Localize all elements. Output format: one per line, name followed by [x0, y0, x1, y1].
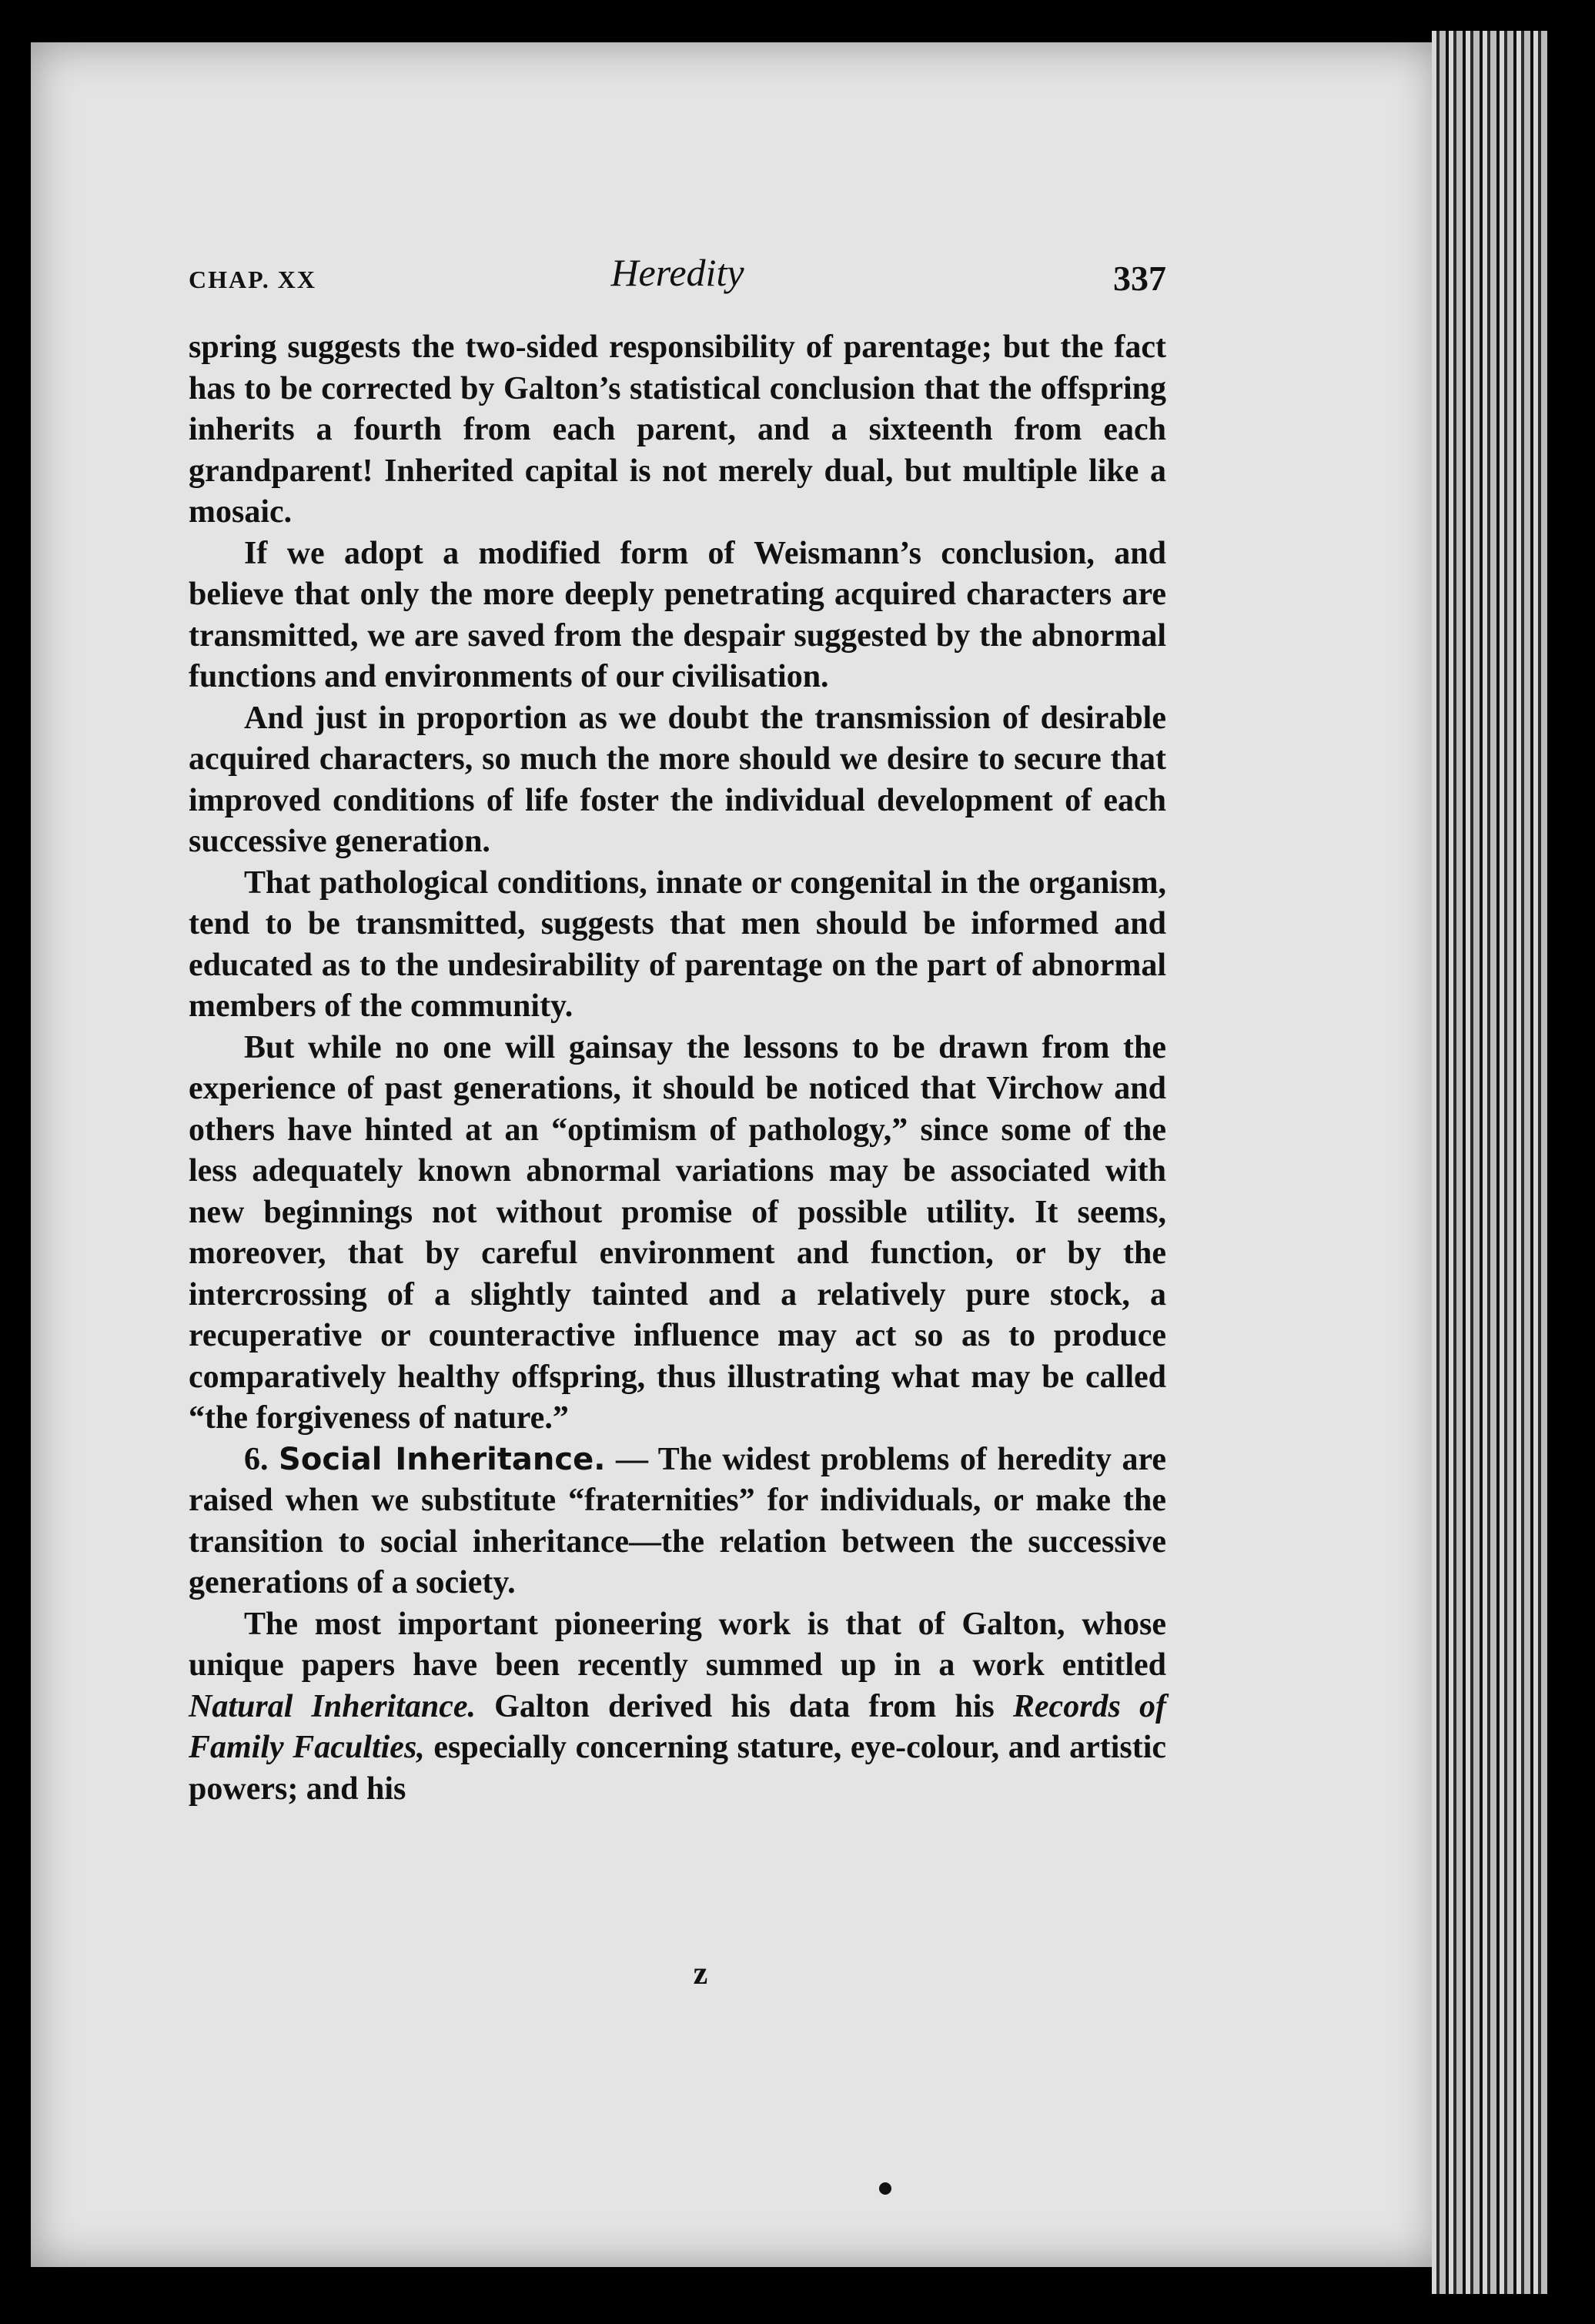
text-run: especially concerning stature, eye-colour, and artistic powers; and his — [189, 1730, 1167, 1807]
paragraph: spring suggests the two-sided responsibility of parentage; but the fact has to be corrected by Galton’s statistical conclusion that the offspring inherits a fourth from each parent, and a sixteenth from each grandparent! Inherited capital is not merely dual, but multiple like a mosaic. — [189, 329, 1166, 530]
paragraph — [189, 1604, 1166, 1811]
text-run: Galton derived his data from his — [476, 1688, 1013, 1724]
body-text — [189, 327, 1166, 1810]
running-title: Heredity — [610, 251, 744, 294]
section-paragraph — [189, 1440, 1166, 1604]
page-number: 337 — [1113, 259, 1166, 298]
paragraph: But while no one will gainsay the lessons to be drawn from the experience of past generations, it should be noticed that Virchow and others have hinted at an “optimism of pathology,” since some of the less adequately known abnormal variations may be associated with new beginnings not without promise of possible utility. It seems, moreover, that by careful environment and function, or by the intercrossing of a slightly tainted and a relatively pure stock, a recuperative or counteractive influence may act so as to produce comparatively healthy offspring, thus illustrating what may be called “the forgiveness of nature.” — [189, 1029, 1166, 1436]
chapter-label: CHAP. XX — [189, 266, 316, 293]
section-text: — The widest problems of heredity are raised when we substitute “fraternities” for individuals, or make the transition to social inheritance—the relation between the successive generations of a society. — [189, 1441, 1166, 1600]
signature-mark: z — [693, 1956, 708, 1991]
book-title: Records of Family Faculties, — [189, 1688, 1166, 1765]
paragraph: And just in proportion as we doubt the transmission of desirable acquired characters, so much the more should we desire to secure that improved conditions of life foster the individual development of each successive generation. — [189, 700, 1166, 859]
ink-dot — [879, 2182, 891, 2195]
paragraph: If we adopt a modified form of Weismann’s conclusion, and believe that only the more deeply penetrating acquired characters are transmitted, we are saved from the despair suggested by the abnormal functions and environments of our civilisation. — [189, 535, 1166, 694]
section-heading: Social Inheritance. — [279, 1441, 606, 1477]
book-page-edges — [1432, 31, 1547, 2294]
paragraph: That pathological conditions, innate or congenital in the organism, tend to be transmitted, suggests that men should be informed and educated as to the undesirability of parentage on the part of abnormal members of the community. — [189, 864, 1166, 1024]
text-run: The most important pioneering work is that of Galton, whose unique papers have been recently summed up in a work entitled — [189, 1606, 1166, 1683]
section-number: 6. — [244, 1441, 269, 1477]
running-header — [189, 250, 1166, 304]
book-title: Natural Inheritance. — [189, 1688, 476, 1724]
